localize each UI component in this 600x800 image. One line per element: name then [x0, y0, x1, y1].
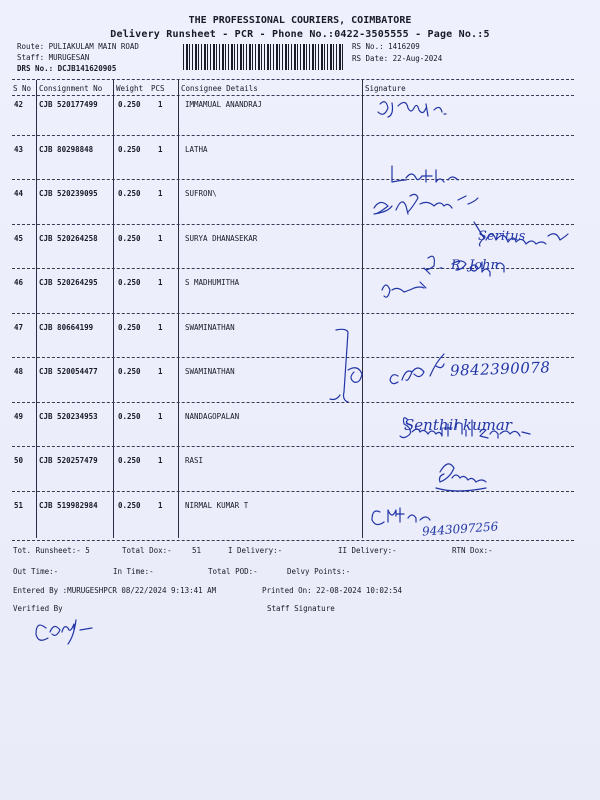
row-weight: 0.250 [118, 189, 141, 198]
signature-row-44 [374, 194, 478, 214]
verified-by: Verified By [13, 604, 63, 613]
col-consignment: Consignment No [39, 84, 103, 93]
row-consignment: CJB 520234953 [39, 411, 98, 421]
signature-row-47-48 [330, 329, 444, 402]
tot-runsheet: Tot. Runsheet:- 5 [13, 546, 90, 555]
row-sno: 44 [14, 189, 24, 198]
row-consignment: CJB 520264258 [39, 233, 98, 243]
row-consignment: CJB 80298848 [39, 144, 94, 154]
row-pcs: 1 [158, 144, 163, 154]
signature-row-42 [378, 102, 446, 117]
row-pcs: 1 [158, 278, 163, 287]
row-sno: 48 [14, 367, 24, 376]
row-consignment: CJB 520257479 [39, 456, 98, 465]
drs-number: DRS No.: DCJB141620905 [17, 64, 117, 73]
delvy-points: Delvy Points:- [287, 567, 351, 576]
route-label: Route: PULIAKULAM MAIN ROAD [17, 42, 139, 51]
row-weight: 0.250 [118, 500, 141, 510]
row-sno: 42 [14, 100, 24, 109]
row-weight: 0.250 [118, 367, 141, 376]
row-sno: 49 [14, 411, 24, 421]
row-consignee: SWAMINATHAN [185, 367, 235, 376]
row-weight: 0.250 [118, 144, 141, 154]
row-weight: 0.250 [118, 278, 141, 287]
row-pcs: 1 [158, 500, 163, 510]
row-sno: 45 [14, 233, 24, 243]
row-weight: 0.250 [118, 411, 141, 421]
staff-label: Staff: MURUGESAN [17, 53, 90, 62]
col-signature: Signature [365, 84, 406, 93]
rs-date: RS Date: 22-Aug-2024 [352, 54, 443, 63]
col-consignee: Consignee Details [181, 84, 258, 93]
row-weight: 0.250 [118, 100, 141, 109]
row-consignee: LATHA [185, 144, 208, 154]
rs-number: RS No.: 1416209 [352, 42, 420, 51]
row-consignee: S MADHUMITHA [185, 278, 240, 287]
row-consignment: CJB 520239095 [39, 189, 98, 198]
total-dox-value: 51 [192, 546, 202, 555]
runsheet-subtitle: Delivery Runsheet - PCR - Phone No.:0422-3505555 - Page No.:5 [110, 29, 490, 40]
row-weight: 0.250 [118, 456, 141, 465]
row-sno: 46 [14, 278, 24, 287]
ii-delivery: II Delivery:- [338, 546, 397, 555]
row-consignee: NANDAGOPALAN [185, 411, 240, 421]
handwriting-row48: 9842390078 [449, 358, 551, 380]
handwriting-row45: Seritus [478, 229, 526, 244]
row-consignee: SURYA DHANASEKAR [185, 233, 258, 243]
signature-row-51 [372, 508, 430, 525]
row-consignment: CJB 520177499 [39, 100, 98, 109]
total-pod: Total POD:- [208, 567, 258, 576]
handwriting-row51: 9443097256 [421, 519, 499, 539]
row-consignment: CJB 520264295 [39, 278, 98, 287]
row-sno: 47 [14, 322, 24, 332]
total-dox-label: Total Dox:- [122, 546, 172, 555]
col-pcs: PCS [151, 84, 165, 93]
row-pcs: 1 [158, 367, 163, 376]
row-pcs: 1 [158, 189, 163, 198]
row-pcs: 1 [158, 456, 163, 465]
row-consignee: IMMAMUAL ANANDRAJ [185, 100, 262, 109]
row-sno: 50 [14, 456, 24, 465]
row-consignee: SWAMINATHAN [185, 322, 235, 332]
row-consignee: NIRMAL KUMAR T [185, 500, 249, 510]
row-pcs: 1 [158, 233, 163, 243]
row-weight: 0.250 [118, 233, 141, 243]
col-sno: S No [13, 84, 32, 93]
row-pcs: 1 [158, 322, 163, 332]
col-weight: Weight [116, 84, 144, 93]
company-name: THE PROFESSIONAL COURIERS, COIMBATORE [188, 15, 412, 26]
entered-by: Entered By :MURUGESHPCR 08/22/2024 9:13:41 AM [13, 586, 217, 595]
handwriting-row46: R. John [451, 258, 499, 273]
row-pcs: 1 [158, 411, 163, 421]
in-time: In Time:- [113, 567, 154, 576]
handwriting-row49: Senthil kumar [404, 416, 512, 434]
row-pcs: 1 [158, 100, 163, 109]
i-delivery: I Delivery:- [228, 546, 283, 555]
staff-signature-label: Staff Signature [267, 604, 335, 613]
signature-verified-by [36, 620, 92, 644]
signature-latha [392, 166, 458, 182]
row-sno: 51 [14, 500, 24, 510]
row-consignee: SUFRON\ [185, 189, 217, 198]
rtn-dox: RTN Dox:- [452, 546, 493, 555]
row-consignment: CJB 80664199 [39, 322, 94, 332]
row-weight: 0.250 [118, 322, 141, 332]
row-consignment: CJB 520054477 [39, 367, 98, 376]
printed-on: Printed On: 22-08-2024 10:02:54 [262, 586, 402, 595]
row-sno: 43 [14, 144, 24, 154]
out-time: Out Time:- [13, 567, 59, 576]
row-consignee: RASI [185, 456, 204, 465]
signature-row-50 [436, 464, 486, 491]
row-consignment: CJB 519982984 [39, 500, 98, 510]
